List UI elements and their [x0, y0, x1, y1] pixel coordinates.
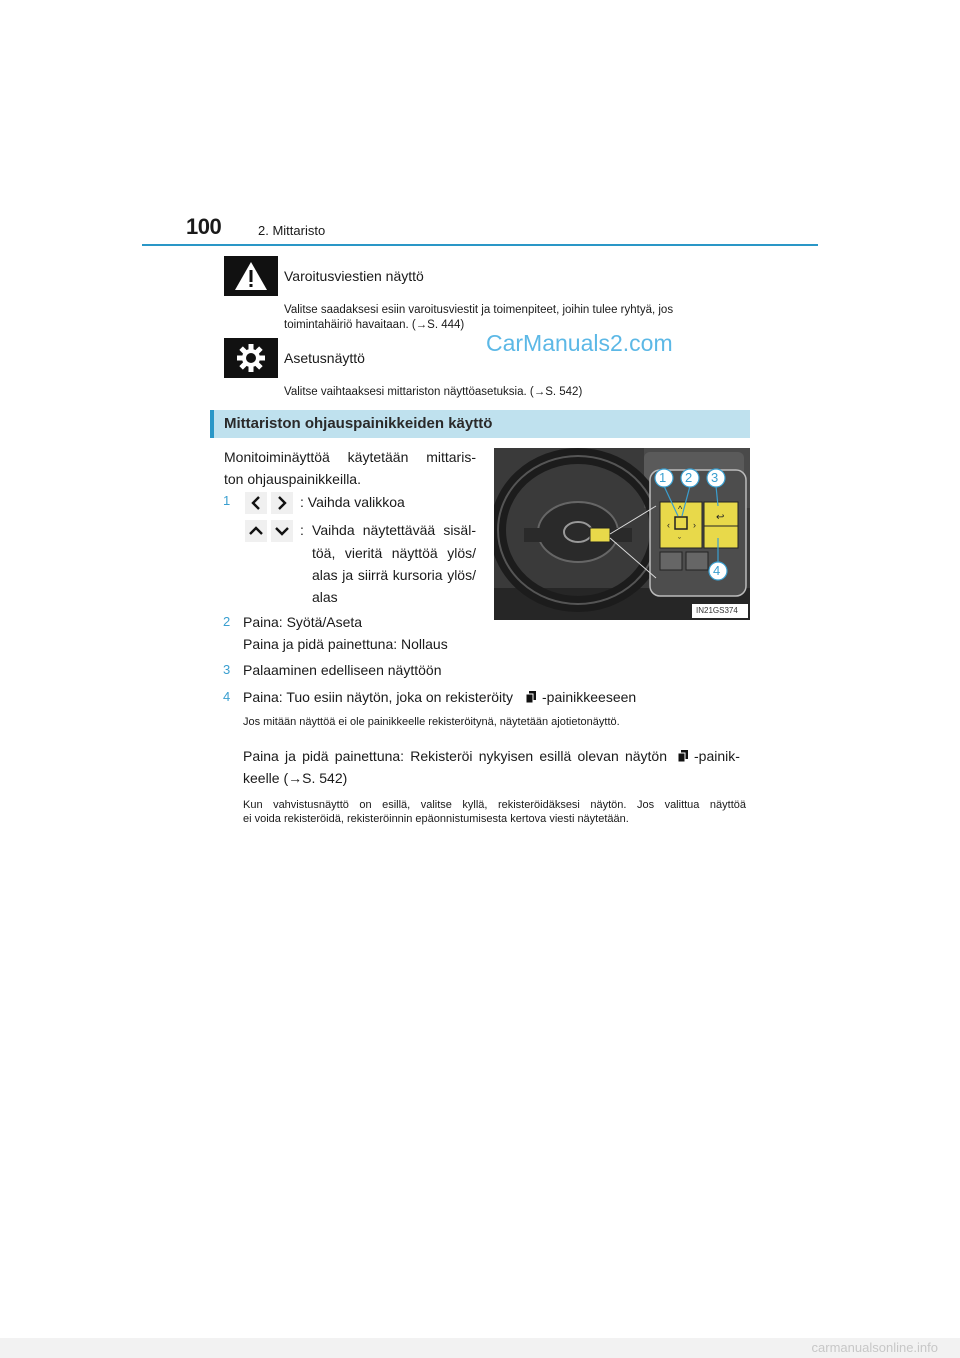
step1-ud-line2: töä, vieritä näyttöä ylös/ [312, 545, 476, 561]
warning-icon-box [224, 256, 278, 296]
callout-2: 2 [685, 470, 693, 485]
step1-lr-text: : Vaihda valikkoa [300, 494, 405, 510]
callout-3: 3 [711, 470, 719, 485]
section-header-bar [210, 410, 214, 438]
left-button [245, 492, 267, 514]
up-button [245, 520, 267, 542]
step4-line2-b: -painik- [694, 748, 740, 764]
step1-number: 1 [223, 493, 231, 508]
chevron-up-icon [249, 525, 263, 537]
chevron-right-icon [276, 496, 288, 510]
settings-title: Asetusnäyttö [284, 350, 365, 366]
chevron-left-icon [250, 496, 262, 510]
step3-line1: Palaaminen edelliseen näyttöön [243, 662, 442, 678]
callout-1: 1 [659, 470, 667, 485]
warning-title: Varoitusviestien näyttö [284, 268, 424, 284]
right-button [271, 492, 293, 514]
footer-watermark: carmanualsonline.info [811, 1340, 938, 1355]
watermark-carmanuals2: CarManuals2.com [486, 330, 673, 356]
section-title: Mittariston ohjauspainikkeiden käyttö [224, 415, 493, 432]
step3-number: 3 [223, 662, 231, 677]
step1-ud-line4: alas [312, 589, 338, 605]
gear-icon [224, 338, 278, 378]
figure-code: IN21GS374 [696, 606, 738, 615]
chevron-down-icon [275, 525, 289, 537]
step4-number: 4 [223, 689, 231, 704]
steering-wheel-photo [494, 448, 750, 620]
intro-line1: Monitoiminäyttöä käytetään mittaris- [224, 449, 476, 465]
callout-4: 4 [713, 563, 721, 578]
cards-icon-2 [676, 749, 690, 763]
step4-note2-line1: Kun vahvistusnäyttö on esillä, valitse kyllä, rekisteröidäksesi näytön. Jos valittua näyttöä [243, 799, 746, 811]
svg-text:‹: ‹ [667, 520, 670, 530]
svg-text:^: ^ [678, 504, 683, 514]
page-number: 100 [186, 214, 222, 239]
warning-desc-line1: Valitse saadaksesi esiin varoitusviestit ja toimenpiteet, joihin tulee ryhtyä, jos [284, 304, 674, 316]
footer-watermark-bar [0, 1338, 960, 1358]
down-button [271, 520, 293, 542]
step2-line2: Paina ja pidä painettuna: Nollaus [243, 636, 448, 652]
section-header [210, 410, 750, 438]
settings-desc: Valitse vaihtaaksesi mittariston näyttöasetuksia. (→S. 542) [284, 386, 583, 398]
warning-triangle-icon [224, 256, 278, 296]
step2-line1: Paina: Syötä/Aseta [243, 614, 363, 630]
svg-text:›: › [693, 520, 696, 530]
step4-line2-a: Paina ja pidä painettuna: Rekisteröi nykyisen esillä olevan näytön [243, 748, 667, 764]
step4-line3: keelle (→S. 542) [243, 770, 348, 786]
chapter-title: 2. Mittaristo [258, 223, 326, 238]
intro-line2: ton ohjauspainikkeilla. [224, 471, 361, 487]
step4-note1: Jos mitään näyttöä ei ole painikkeelle rekisteröitynä, näytetään ajotietonäyttö. [243, 716, 620, 728]
step2-number: 2 [223, 614, 231, 629]
step4-note2-line2: ei voida rekisteröidä, rekisteröinnin epäonnistumisesta kertova viesti näytetään. [243, 813, 629, 825]
svg-text:ˇ: ˇ [678, 536, 681, 546]
step1-ud-line3: alas ja siirrä kursoria ylös/ [312, 567, 476, 583]
step1-ud-line1: : Vaihda näytettävää sisäl- [300, 522, 476, 538]
header-rule [142, 244, 818, 246]
svg-text:↩: ↩ [716, 512, 725, 523]
step4-line1-a: Paina: Tuo esiin näytön, joka on rekisteröity [243, 689, 514, 705]
warning-desc-line2: toimintahäiriö havaitaan. (→S. 444) [284, 319, 465, 331]
settings-icon-box [224, 338, 278, 378]
step4-line1-b: -painikkeeseen [542, 689, 637, 705]
cards-icon [524, 690, 538, 704]
